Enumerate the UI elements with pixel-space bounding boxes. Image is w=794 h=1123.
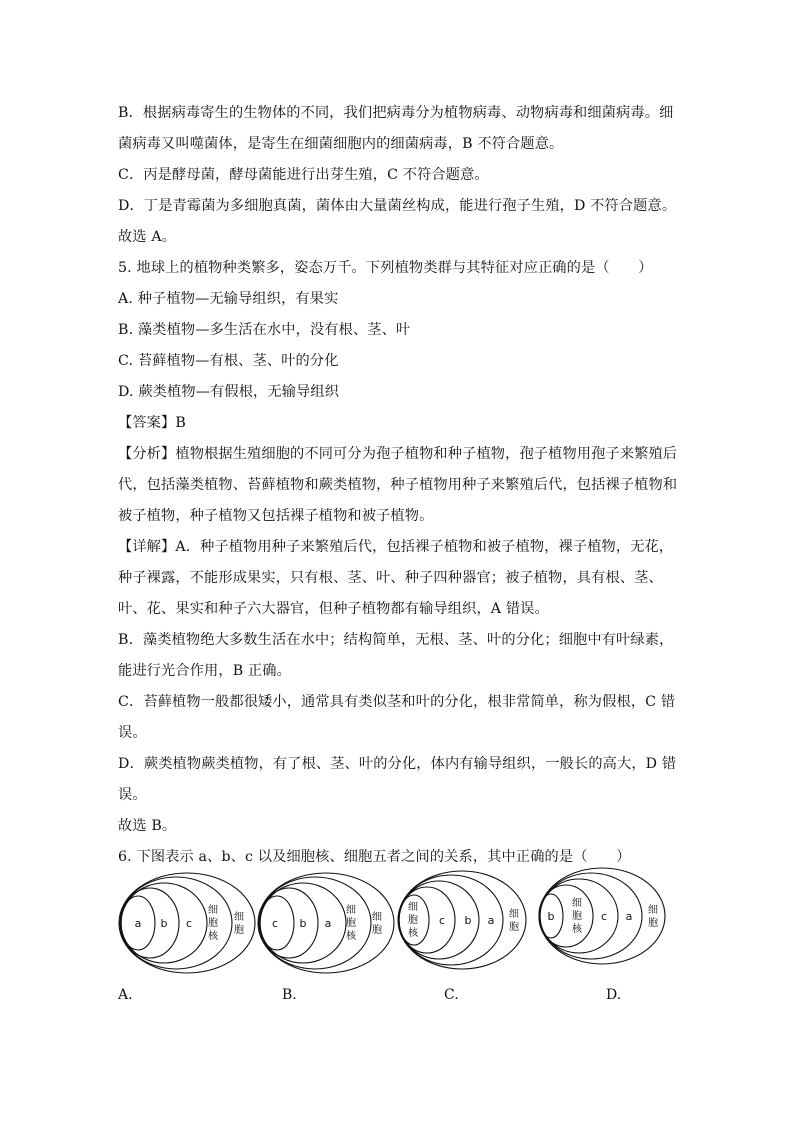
label-c: c (600, 910, 608, 923)
label-a: a (324, 917, 332, 930)
nested-ellipses-c (396, 870, 536, 978)
text-line: C．丙是酵母菌，酵母菌能进行出芽生殖，C 不符合题意。 (118, 167, 489, 183)
label-cell-1: 细 (509, 909, 519, 920)
option-b: B. 藻类植物—多生活在水中，没有根、茎、叶 (118, 322, 411, 338)
text-line: 能进行光合作用，B 正确。 (118, 663, 291, 679)
option-c: C. 苔藓植物—有根、茎、叶的分化 (118, 353, 339, 369)
label-nucleus-2: 胞 (208, 918, 218, 929)
text-line: 误。 (118, 725, 147, 741)
label-cell-2: 胞 (509, 922, 519, 933)
diagram-b (257, 870, 397, 982)
label-nucleus-3: 核 (346, 931, 356, 942)
answer: 【答案】B (118, 415, 186, 431)
label-b: b (299, 917, 307, 930)
label-b: b (547, 910, 555, 923)
label-nucleus-3: 核 (208, 931, 218, 942)
diagram-a (118, 870, 258, 982)
label-nucleus-3: 核 (572, 924, 582, 935)
text-line: 菌病毒又叫噬菌体，是寄生在细菌细胞内的细菌病毒，B 不符合题意。 (118, 136, 564, 152)
label-c: c (185, 917, 193, 930)
option-d: D. 蕨类植物—有假根，无输导组织 (118, 384, 340, 400)
nested-ellipses-d (536, 866, 676, 974)
text-line: 叶、花、果实和种子六大器官，但种子植物都有输导组织，A 错误。 (118, 601, 549, 617)
text-line: D．蕨类植物蕨类植物，有了根、茎、叶的分化，体内有输导组织，一般长的高大，D 错 (118, 756, 677, 772)
label-c: c (438, 914, 446, 927)
label-a: a (625, 910, 633, 923)
label-nucleus-1: 细 (408, 902, 418, 913)
label-nucleus-1: 细 (208, 905, 218, 916)
label-c: c (271, 917, 279, 930)
label-b: b (464, 914, 472, 927)
label-b: b (160, 917, 168, 930)
diagram-d (536, 866, 676, 978)
text-line: 种子裸露，不能形成果实，只有根、茎、叶、种子四种器官；被子植物，具有根、茎、 (118, 570, 663, 586)
text-line: B．根据病毒寄生的生物体的不同，我们把病毒分为植物病毒、动物病毒和细菌病毒。细 (118, 105, 674, 121)
text-line: 故选 B。 (118, 818, 177, 834)
label-cell-1: 细 (234, 912, 244, 923)
text-line: 故选 A。 (118, 229, 177, 245)
label-nucleus-3: 核 (408, 928, 418, 939)
text-line: C．苔藓植物一般都很矮小，通常具有类似茎和叶的分化，根非常简单，称为假根，C 错 (118, 694, 676, 710)
question-6: 6. 下图表示 a、b、c 以及细胞核、细胞五者之间的关系，其中正确的是（ ） (118, 849, 631, 865)
label-cell-1: 细 (648, 905, 658, 916)
label-nucleus-2: 胞 (408, 915, 418, 926)
nested-ellipses-b (257, 870, 397, 978)
question-5: 5. 地球上的植物种类繁多，姿态万千。下列植物类群与其特征对应正确的是（ ） (118, 260, 653, 276)
option-label-b: B. (282, 987, 297, 1003)
label-cell-2: 胞 (648, 918, 658, 929)
explanation: 【详解】A．种子植物用种子来繁殖后代，包括裸子植物和被子植物，裸子植物，无花， (118, 539, 674, 555)
label-cell-2: 胞 (234, 925, 244, 936)
text-line: D．丁是青霉菌为多细胞真菌，菌体由大量菌丝构成，能进行孢子生殖，D 不符合题意。 (118, 198, 677, 214)
label-cell-2: 胞 (372, 925, 382, 936)
label-nucleus-2: 胞 (346, 918, 356, 929)
option-label-c: C. (444, 987, 459, 1003)
text-line: B．藻类植物绝大多数生活在水中；结构简单，无根、茎、叶的分化；细胞中有叶绿素， (118, 632, 674, 648)
label-nucleus-2: 胞 (572, 911, 582, 922)
nested-ellipses-a (118, 870, 258, 978)
option-a: A. 种子植物—无输导组织，有果实 (118, 291, 339, 307)
label-nucleus-1: 细 (572, 898, 582, 909)
label-a: a (134, 917, 142, 930)
text-line: 代，包括藻类植物、苔藓植物和蕨类植物，种子植物用种子来繁殖后代，包括裸子植物和 (118, 477, 678, 493)
label-a: a (487, 914, 495, 927)
label-cell-1: 细 (372, 912, 382, 923)
analysis: 【分析】植物根据生殖细胞的不同可分为孢子植物和种子植物，孢子植物用孢子来繁殖后 (118, 446, 678, 462)
diagram-c (396, 870, 536, 982)
text-line: 被子植物，种子植物又包括裸子植物和被子植物。 (118, 508, 434, 524)
text-line: 误。 (118, 787, 147, 803)
option-label-d: D. (606, 987, 622, 1003)
label-nucleus-1: 细 (346, 905, 356, 916)
option-label-a: A. (118, 987, 133, 1003)
